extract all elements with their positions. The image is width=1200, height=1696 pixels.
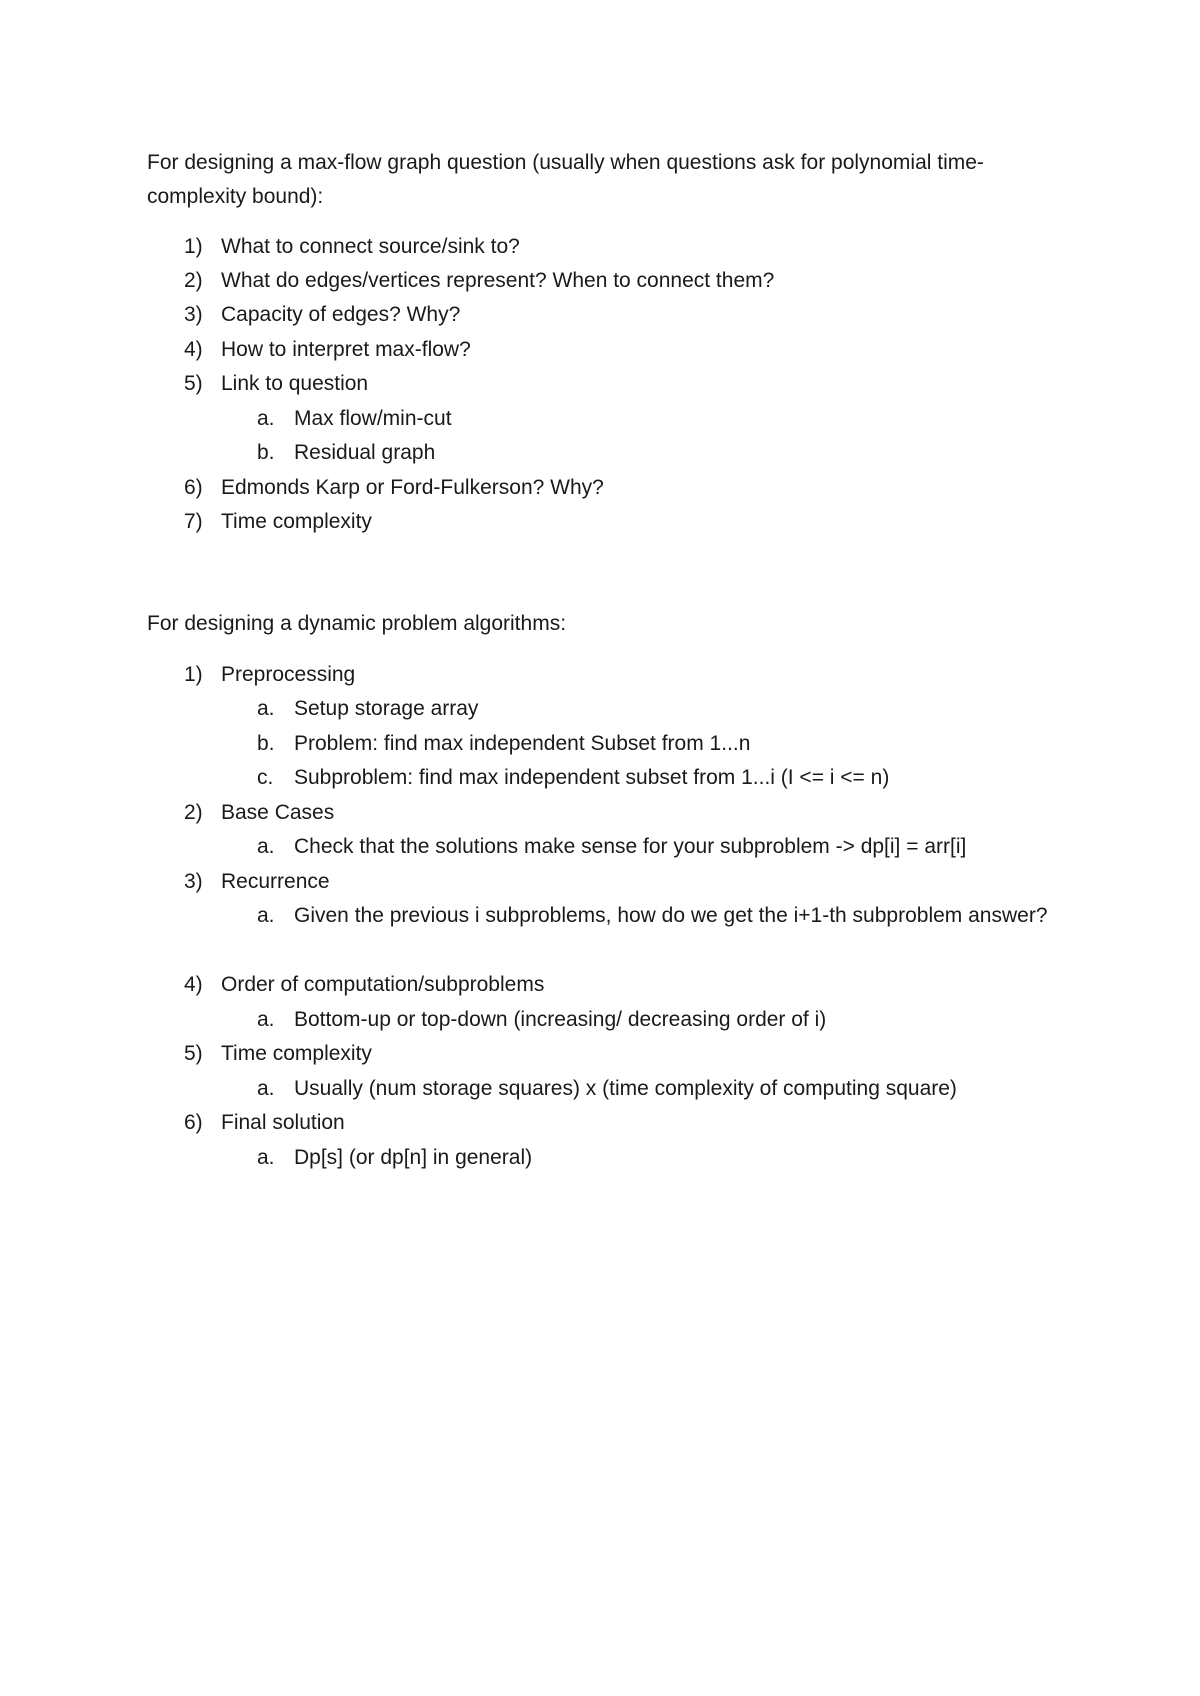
list-marker: 3) (184, 870, 203, 893)
list-marker: b. (257, 732, 275, 755)
list-marker: a. (257, 1146, 275, 1169)
list-text: Capacity of edges? Why? (221, 303, 461, 326)
list-text: Bottom-up or top-down (increasing/ decreasing order of i) (294, 1008, 827, 1031)
list-text: Preprocessing (221, 663, 356, 686)
list-text: Subproblem: find max independent subset from 1...i (I <= i <= n) (294, 766, 890, 789)
list-marker: 6) (184, 1111, 203, 1134)
list-text: Time complexity (221, 510, 372, 533)
list-text: Order of computation/subproblems (221, 973, 545, 996)
list-marker: 3) (184, 303, 203, 326)
list-text: Time complexity (221, 1042, 372, 1065)
list-marker: 2) (184, 801, 203, 824)
list-text: What do edges/vertices represent? When to connect them? (221, 269, 775, 292)
list-marker: 1) (184, 235, 203, 258)
list-text: Setup storage array (294, 697, 479, 720)
list-text: Final solution (221, 1111, 345, 1134)
list-text: Edmonds Karp or Ford-Fulkerson? Why? (221, 476, 604, 499)
list-marker: 4) (184, 973, 203, 996)
list-marker: 2) (184, 269, 203, 292)
list-text: Usually (num storage squares) x (time complexity of computing square) (294, 1077, 957, 1100)
list-text: Recurrence (221, 870, 330, 893)
list-marker: 5) (184, 1042, 203, 1065)
list-text: How to interpret max-flow? (221, 338, 471, 361)
list-text: Base Cases (221, 801, 335, 824)
list-marker: b. (257, 441, 275, 464)
list-marker: 4) (184, 338, 203, 361)
list-marker: 1) (184, 663, 203, 686)
section2-intro: For designing a dynamic problem algorithms: (147, 612, 567, 635)
list-text: Given the previous i subproblems, how do we get the i+1-th subproblem answer? (294, 904, 1048, 927)
list-text: Check that the solutions make sense for your subproblem -> dp[i] = arr[i] (294, 835, 967, 858)
list-marker: a. (257, 904, 275, 927)
list-text: Dp[s] (or dp[n] in general) (294, 1146, 533, 1169)
list-text: Problem: find max independent Subset from 1...n (294, 732, 751, 755)
list-marker: a. (257, 407, 275, 430)
list-marker: a. (257, 1077, 275, 1100)
list-marker: c. (257, 766, 274, 789)
list-marker: a. (257, 1008, 275, 1031)
list-text: What to connect source/sink to? (221, 235, 520, 258)
section1-intro: For designing a max-flow graph question (usually when questions ask for polynomial time-complexity bound): (147, 151, 984, 208)
list-text: Residual graph (294, 441, 436, 464)
list-marker: a. (257, 835, 275, 858)
list-marker: 5) (184, 372, 203, 395)
list-marker: 6) (184, 476, 203, 499)
list-marker: 7) (184, 510, 203, 533)
list-marker: a. (257, 697, 275, 720)
list-text: Link to question (221, 372, 369, 395)
list-text: Max flow/min-cut (294, 407, 452, 430)
